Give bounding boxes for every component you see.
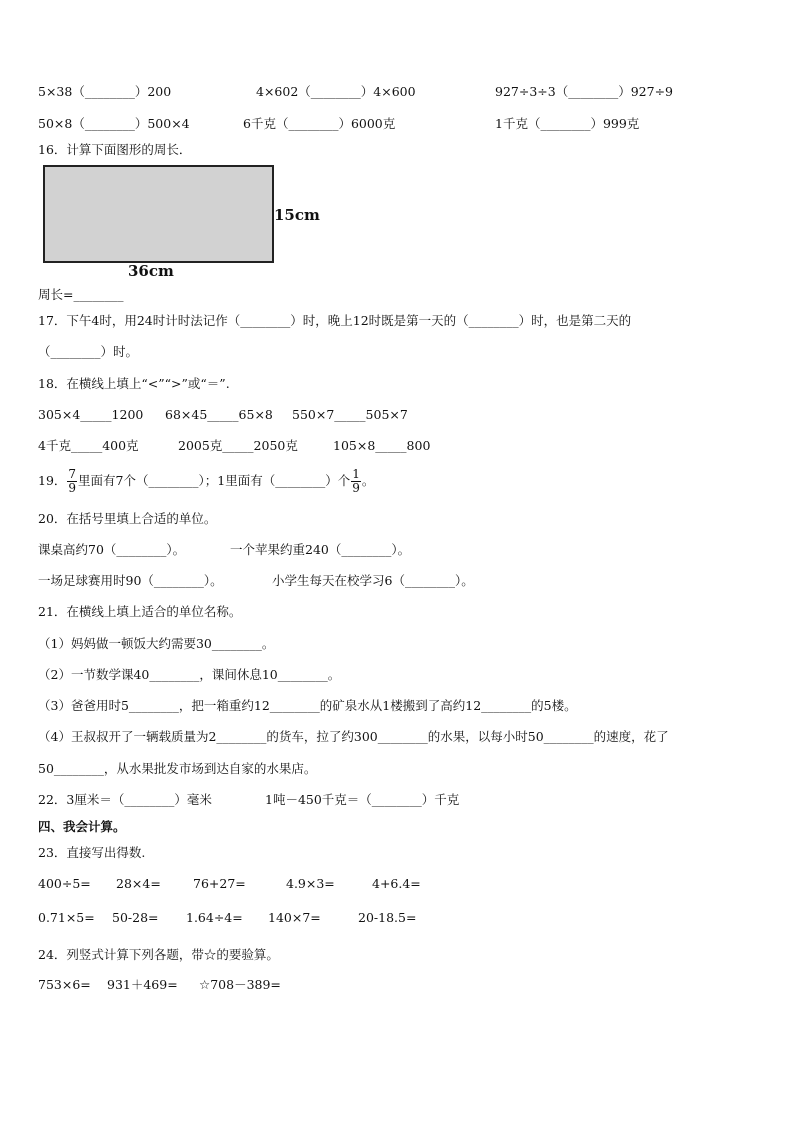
q23-item-5: 4+6.4= [372, 876, 421, 891]
q16-answer: 周长=________ [38, 287, 124, 302]
q23-item-2: 28×4= [116, 876, 161, 891]
q19-line [38, 464, 374, 498]
fraction-denominator: 9 [352, 481, 360, 495]
q15-item-3: 927÷3÷3（________）927÷9 [495, 84, 673, 99]
q18-item-6: 105×8_____800 [333, 438, 431, 453]
q15-item-6: 1千克（________）999克 [495, 116, 640, 131]
rectangle-figure [43, 165, 274, 263]
q20-item-3: 一场足球赛用时90（________）。 [38, 573, 223, 588]
q24-item-3: ☆708－389= [199, 977, 281, 992]
q23-item-7: 50-28= [112, 910, 159, 925]
q18-item-2: 68×45_____65×8 [165, 407, 273, 422]
q24-item-2: 931＋469= [107, 977, 178, 992]
q18-item-1: 305×4_____1200 [38, 407, 144, 422]
q20-item-4: 小学生每天在校学习6（________）。 [272, 573, 474, 588]
q23-item-3: 76+27= [193, 876, 246, 891]
q21-part-4-line-2: 50________，从水果批发市场到达自家的水果店。 [38, 761, 317, 776]
q22-item-2: 1吨－450千克＝（________）千克 [265, 792, 460, 807]
q18-item-5: 2005克_____2050克 [178, 438, 298, 453]
q16-title: 16．计算下面图形的周长． [38, 142, 192, 157]
q23-item-4: 4.9×3= [286, 876, 335, 891]
fraction-denominator: 9 [68, 481, 77, 495]
q15-item-5: 6千克（________）6000克 [243, 116, 396, 131]
q20-item-2: 一个苹果约重240（________）。 [230, 542, 411, 557]
q15-item-4: 50×8（________）500×4 [38, 116, 190, 131]
q18-item-4: 4千克_____400克 [38, 438, 139, 453]
q21-part-4-line-1: （4）王叔叔开了一辆载质量为2________的货车，拉了约300________的水果，以每小时50________的速度，花了 [38, 729, 669, 744]
q23-item-8: 1.64÷4= [186, 910, 243, 925]
q23-item-10: 20-18.5= [358, 910, 417, 925]
q18-item-3: 550×7_____505×7 [292, 407, 408, 422]
q15-item-2: 4×602（________）4×600 [256, 84, 416, 99]
q24-item-1: 753×6= [38, 977, 91, 992]
q15-item-1: 5×38（________）200 [38, 84, 172, 99]
q24-title: 24．列竖式计算下列各题，带☆的要验算。 [38, 947, 279, 962]
rectangle-width-label: 36cm [128, 262, 174, 280]
q20-item-1: 课桌高约70（________）。 [38, 542, 186, 557]
fraction-7-9 [67, 468, 77, 495]
q21-part-1: （1）妈妈做一顿饭大约需要30________。 [38, 636, 275, 651]
q20-title: 20．在括号里填上合适的单位。 [38, 511, 217, 526]
q23-item-1: 400÷5= [38, 876, 91, 891]
q19-prefix: 19． [38, 473, 67, 488]
q19-middle: 里面有7个（________）；1里面有（________）个 [78, 473, 351, 488]
q22-item-1: 22．3厘米＝（________）毫米 [38, 792, 212, 807]
q23-item-9: 140×7= [268, 910, 321, 925]
section-heading: 四、我会计算。 [38, 819, 126, 834]
fraction-numerator: 1 [352, 467, 360, 481]
q21-part-2: （2）一节数学课40________，课间休息10________。 [38, 667, 341, 682]
q18-title: 18．在横线上填上“<”“>”或“＝”. [38, 376, 230, 391]
q23-title: 23．直接写出得数. [38, 845, 146, 860]
q19-suffix: 。 [361, 473, 375, 488]
q17-line-2: （________）时。 [38, 344, 139, 359]
rectangle-height-label: 15cm [274, 206, 320, 224]
q21-part-3: （3）爸爸用时5________，把一箱重约12________的矿泉水从1楼搬到了高约12________的5楼。 [38, 698, 577, 713]
q21-title: 21．在横线上填上适合的单位名称。 [38, 604, 242, 619]
fraction-numerator: 7 [68, 467, 77, 481]
q17-line-1: 17．下午4时，用24时计时法记作（________）时，晚上12时既是第一天的（________）时，也是第二天的 [38, 313, 632, 328]
q23-item-6: 0.71×5= [38, 910, 95, 925]
fraction-1-9 [351, 468, 361, 495]
